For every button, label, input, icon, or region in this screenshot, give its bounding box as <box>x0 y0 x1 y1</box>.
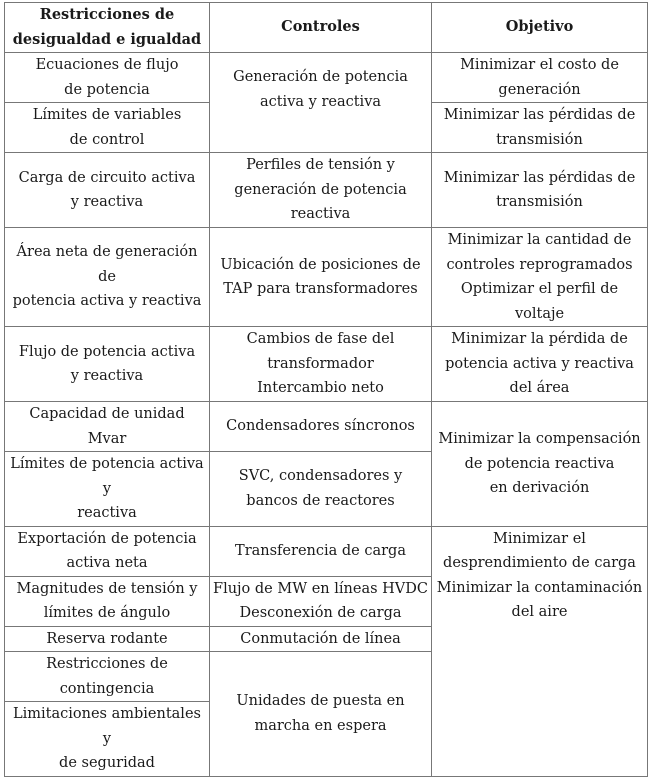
table-row <box>5 228 648 327</box>
cell-control: Ubicación de posiciones de TAP para transformadores <box>210 228 432 327</box>
cell-restriccion: Restricciones de contingencia <box>5 652 210 702</box>
cell-objetivo: Minimizar la cantidad de controles reprogramados Optimizar el perfil de voltaje <box>432 228 648 327</box>
cell-restriccion: Área neta de generación de potencia activa y reactiva <box>5 228 210 327</box>
cell-objetivo: Minimizar las pérdidas de transmisión <box>432 153 648 228</box>
cell-restriccion: Capacidad de unidad Mvar <box>5 402 210 452</box>
cell-control: Condensadores síncronos <box>210 402 432 452</box>
table-row <box>5 402 648 452</box>
cell-restriccion: Flujo de potencia activa y reactiva <box>5 327 210 402</box>
cell-control: Transferencia de carga <box>210 526 432 576</box>
table-row <box>5 327 648 402</box>
table-header-row <box>5 3 648 53</box>
table-row <box>5 53 648 103</box>
cell-objetivo: Minimizar las pérdidas de transmisión <box>432 103 648 153</box>
header-restricciones: Restricciones de desigualdad e igualdad <box>5 3 210 53</box>
cell-control: Conmutación de línea <box>210 626 432 652</box>
cell-objetivo: Minimizar la pérdida de potencia activa y reactiva del área <box>432 327 648 402</box>
header-objetivo: Objetivo <box>432 3 648 53</box>
cell-objetivo: Minimizar el desprendimiento de carga Minimizar la contaminación del aire <box>432 526 648 776</box>
cell-restriccion: Límites de variables de control <box>5 103 210 153</box>
cell-objetivo: Minimizar el costo de generación <box>432 53 648 103</box>
cell-restriccion: Ecuaciones de flujo de potencia <box>5 53 210 103</box>
cell-restriccion: Exportación de potencia activa neta <box>5 526 210 576</box>
header-controles: Controles <box>210 3 432 53</box>
cell-restriccion: Límites de potencia activa y reactiva <box>5 452 210 527</box>
cell-restriccion: Magnitudes de tensión y límites de ángulo <box>5 576 210 626</box>
cell-restriccion: Limitaciones ambientales y de seguridad <box>5 702 210 777</box>
cell-objetivo: Minimizar la compensación de potencia reactiva en derivación <box>432 402 648 527</box>
cell-control: Unidades de puesta en marcha en espera <box>210 652 432 777</box>
cell-control: Flujo de MW en líneas HVDC Desconexión de carga <box>210 576 432 626</box>
cell-restriccion: Carga de circuito activa y reactiva <box>5 153 210 228</box>
opf-constraints-table <box>4 2 648 777</box>
cell-control: Generación de potencia activa y reactiva <box>210 53 432 153</box>
table-row <box>5 153 648 228</box>
cell-control: Perfiles de tensión y generación de potencia reactiva <box>210 153 432 228</box>
cell-control: Cambios de fase del transformador Intercambio neto <box>210 327 432 402</box>
table-row <box>5 526 648 576</box>
cell-restriccion: Reserva rodante <box>5 626 210 652</box>
cell-control: SVC, condensadores y bancos de reactores <box>210 452 432 527</box>
